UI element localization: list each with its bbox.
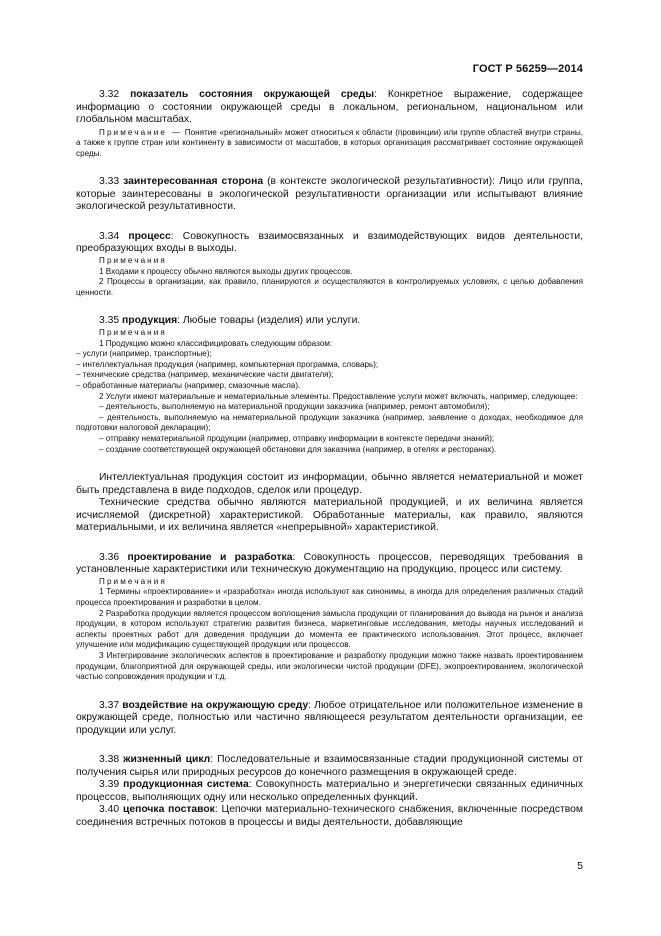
term: жизненный цикл bbox=[123, 754, 211, 766]
list-item: – отправку нематериальной продукции (например, отправку информации в контексте передачи знаний); bbox=[99, 434, 495, 443]
clause-number: 3.36 bbox=[99, 551, 120, 563]
note-item: 2 Разработка продукции является процессом воплощения замысла продукции от планирования до вывода на рынок и анализа продукции, в котором используют стратегию развития бизнеса, маркетинговые исследования, методы научных исследований и аспекты проектных работ для доведения продукции до момента ее практического использования. Этот процесс, включает улучшение или модификацию существующей продукции или процессов. bbox=[76, 608, 583, 650]
definition-text: : Совокупность взаимосвязанных и взаимодействующих видов деятельности, преобразующих входы в выходы. bbox=[76, 230, 583, 255]
paragraph: Интеллектуальная продукция состоит из информации, обычно является нематериальной и может быть представлена в виде подходов, сделок или процедур. bbox=[76, 472, 583, 496]
note-item: 2 Процессы в организации, как правило, планируются и осуществляются в контролируемых условиях, с целью добавления ценности. bbox=[76, 277, 583, 297]
term: показатель состояния окружающей среды bbox=[130, 89, 375, 100]
list-item: – создание соответствующей окружающей обстановки для заказчика (например, в отелях и ресторанах). bbox=[99, 444, 497, 454]
definition-3-37 bbox=[76, 700, 583, 738]
clause-number: 3.33 bbox=[99, 176, 120, 188]
definition-text: : Цепочки материально-технического снабжения, включенные посредством соединения встречных потоков в процессы и виды деятельности, добавляющие bbox=[76, 804, 583, 828]
notes-heading: Примечания bbox=[99, 327, 167, 337]
clause-number: 3.34 bbox=[99, 230, 120, 242]
clause-number: 3.38 bbox=[99, 754, 120, 766]
paragraph: Технические средства обычно являются материальной продукцией, и их величина является исчисляемой (дискретной) характеристикой. Обработанные материалы, как правило, являются материальными, и их величина является «непрерывной» характеристикой. bbox=[76, 497, 583, 534]
definition-3-33 bbox=[76, 176, 583, 214]
term: процесс bbox=[128, 230, 171, 242]
term: проектирование и разработка bbox=[127, 551, 293, 563]
clause-number: 3.32 bbox=[99, 89, 120, 100]
note-item: 3 Интегрирование экологических аспектов в проектирование и разработку продукции можно также назвать проектированием продукции, благоприятной для окружающей среды, или экологически чистой продукции (DFE), экопроектированием, экологической частью сопровождения продукции и т.д. bbox=[76, 651, 583, 682]
note-3-32 bbox=[76, 128, 583, 160]
list-item: – деятельность, выполняемую на нематериальной продукции заказчика (например, заявление о доходах, необходимое для подготовки налоговой декларации); bbox=[76, 412, 583, 433]
definition-text: : Любое отрицательное или положительное изменение в окружающей среде, полностью или частично являющееся результатом деятельности организации, ее продукции или услуг. bbox=[76, 699, 583, 736]
definition-3-32 bbox=[76, 89, 583, 127]
definition-text: : Совокупность материально и энергетически связанных единичных процессов, выполняющих одну или несколько определенных функций. bbox=[76, 779, 583, 803]
document-body bbox=[76, 89, 583, 829]
standard-header: ГОСТ Р 56259—2014 bbox=[472, 63, 583, 75]
term: цепочка поставок bbox=[122, 804, 215, 816]
clause-number: 3.39 bbox=[99, 779, 120, 791]
definition-text: : Последовательные и взаимосвязанные стадии продукционной системы от получения сырья или природных ресурсов до конечного размещения в окружающей среде. bbox=[76, 754, 584, 778]
definition-3-35 bbox=[76, 315, 583, 328]
term: продукция bbox=[122, 315, 178, 327]
note-item: 2 Услуги имеют материальные и нематериальные элементы. Предоставление услуги может включать, например, следующее: bbox=[99, 391, 578, 401]
list-item: – обработанные материалы (например, смазочные масла). bbox=[76, 381, 301, 391]
definition-3-40 bbox=[76, 804, 583, 829]
definition-text: : Любые товары (изделия) или услуги. bbox=[177, 315, 361, 327]
list-item: – услуги (например, транспортные); bbox=[76, 349, 212, 359]
definition-text: (в контексте экологической результативности): Лицо или группа, которые заинтересованы в экологической результативности организации или испытывают влияние экологической результативности. bbox=[76, 176, 583, 213]
term: воздействие на окружающую среду bbox=[122, 699, 309, 711]
definition-3-39 bbox=[76, 779, 583, 804]
definition-text: : Конкретное выражение, содержащее информацию о состоянии окружающей среды в локальном, региональном, национальном или глобальном масштабах. bbox=[76, 89, 584, 125]
definition-text: : Совокупность процессов, переводящих требования в установленные характеристики или техническую документацию на продукцию, процесс или систему. bbox=[76, 551, 584, 576]
note-item: 1 Продукцию можно классифицировать следующим образом: bbox=[99, 338, 333, 348]
clause-number: 3.35 bbox=[99, 315, 120, 327]
note-item: 1 Термины «проектирование» и «разработка» иногда используют как синонимы, а иногда для определения различных стадий процесса проектирования и разработки в целом. bbox=[76, 587, 583, 608]
term: продукционная система bbox=[123, 779, 249, 791]
clause-number: 3.37 bbox=[99, 699, 120, 711]
list-item: – интеллектуальная продукция (например, компьютерная программа, словарь); bbox=[76, 359, 379, 369]
term: заинтересованная сторона bbox=[123, 176, 264, 188]
definition-3-34 bbox=[76, 231, 583, 256]
definition-3-36 bbox=[76, 552, 583, 577]
list-item: – технические средства (например, механические части двигателя); bbox=[76, 370, 334, 380]
list-item: – деятельность, выполняемую на материальной продукции заказчика (например, ремонт автомобиля); bbox=[99, 402, 490, 412]
clause-number: 3.40 bbox=[99, 804, 120, 816]
notes-heading: Примечания bbox=[99, 255, 167, 265]
notes-heading: Примечания bbox=[99, 576, 167, 586]
page-number: 5 bbox=[577, 860, 583, 872]
definition-3-38 bbox=[76, 754, 583, 779]
note-text: Понятие «региональный» может относиться к области (провинции) или группе областей внутри страны, а также к группе стран или континенту в зависимости от масштабов, в которых организация рассматривает состояние окружающей среды. bbox=[76, 127, 583, 158]
note-item: 1 Входами к процессу обычно являются выходы других процессов. bbox=[99, 266, 353, 276]
note-heading: Примечание — bbox=[99, 127, 183, 137]
